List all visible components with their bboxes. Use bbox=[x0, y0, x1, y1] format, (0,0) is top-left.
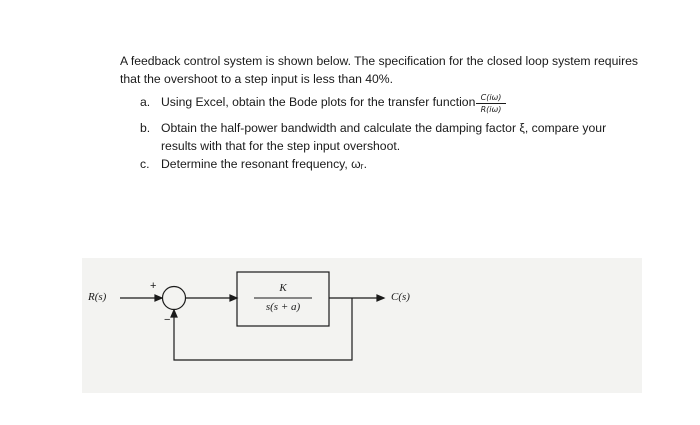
output-arrowhead bbox=[377, 295, 384, 301]
fraction-bar bbox=[476, 103, 506, 104]
transfer-block bbox=[237, 272, 329, 326]
fraction-denominator: R(iω) bbox=[480, 105, 502, 114]
item-text-b-line-1: Obtain the half-power bandwidth and calculate the damping factor ξ, compare your bbox=[161, 121, 607, 135]
item-text-a: Using Excel, obtain the Bode plots for the transfer function bbox=[161, 95, 476, 109]
block-diagram bbox=[82, 258, 642, 393]
intro-line-2: that the overshoot to a step input is less than 40%. bbox=[120, 72, 394, 86]
block-numerator: K bbox=[279, 282, 287, 294]
input-label: R(s) bbox=[88, 291, 107, 303]
summing-junction bbox=[163, 287, 186, 310]
minus-sign: − bbox=[164, 314, 171, 326]
feedback-arrowhead bbox=[171, 310, 177, 317]
item-marker-b: b. bbox=[140, 121, 151, 135]
input-arrowhead bbox=[155, 295, 162, 301]
fraction-numerator: C(iω) bbox=[480, 93, 502, 102]
item-text-b-line-2: results with that for the step input overshoot. bbox=[161, 139, 401, 153]
item-marker-a: a. bbox=[140, 95, 151, 109]
output-label: C(s) bbox=[391, 291, 410, 303]
intro-line-1: A feedback control system is shown below. The specification for the closed loop system requires bbox=[120, 54, 639, 68]
block-denominator: s(s + a) bbox=[265, 301, 301, 313]
item-marker-c: c. bbox=[140, 157, 150, 171]
transfer-function-fraction bbox=[474, 93, 508, 114]
item-text-c: Determine the resonant frequency, ωᵣ. bbox=[161, 157, 367, 171]
plus-sign: + bbox=[150, 280, 157, 292]
problem-intro bbox=[120, 52, 680, 88]
block-input-arrowhead bbox=[230, 295, 237, 301]
